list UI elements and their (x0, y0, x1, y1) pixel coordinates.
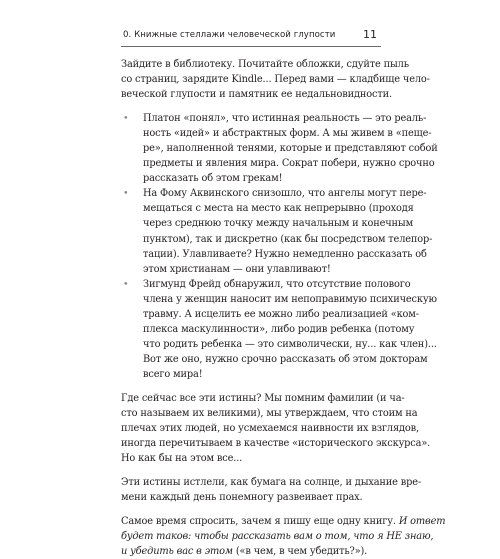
text-line: Но как бы на этом все... (121, 453, 243, 465)
text-line: веческой глупости и памятник ее недальновидности. (121, 89, 392, 101)
running-header (121, 29, 381, 47)
text-line: пунктом), так и дискретно (как бы посредством телепор- (143, 233, 433, 245)
text-run: Самое время спросить, зачем я пишу еще одну книгу. (121, 516, 399, 528)
text-line: ность «идей» и абстрактных форм. А мы живем в «пеще- (143, 128, 432, 140)
text-line (121, 529, 434, 544)
text-line: что родить ребенка — это символически, ну... как член)... (143, 338, 437, 350)
page-number: 11 (363, 28, 377, 41)
text-line: травму. А исцелить ее можно либо реализацией «ком- (143, 308, 419, 320)
bullet-icon: • (123, 278, 129, 290)
chapter-title: 0. Книжные стеллажи человеческой глупости (123, 30, 336, 40)
text-line (121, 544, 383, 559)
text-line: Платон «понял», что истинная реальность — это реаль- (143, 113, 427, 125)
list-item (121, 186, 433, 276)
paragraph (121, 514, 446, 559)
bullet-list (121, 111, 438, 382)
text-line: На Фому Аквинского снизошло, что ангелы могут пере- (143, 188, 427, 200)
paragraph (121, 391, 431, 466)
list-item (121, 277, 437, 382)
intro-paragraph (121, 57, 430, 102)
text-line: предметы и явления мира. Сократ побери, нужно срочно (143, 158, 435, 170)
bullet-icon: • (123, 113, 129, 125)
text-line: плекса маскулинности», либо родив ребенка (потому (143, 323, 415, 335)
italic-run: будет таков: чтобы рассказать вам о том, что я НЕ знаю, (121, 531, 434, 543)
text-line: члена у женщин наносит им непоправимую психическую (143, 293, 437, 305)
text-run: («в чем, в чем убедить?»). (232, 546, 368, 558)
italic-run: И ответ (398, 516, 446, 528)
text-line: рассказать об этом грекам! (143, 173, 283, 185)
text-line (121, 514, 446, 529)
text-line: Зигмунд Фрейд обнаружил, что отсутствие полового (143, 278, 411, 290)
text-line: со страниц, зарядите Kindle... Перед вами — кладбище чело- (121, 74, 430, 86)
text-line: Зайдите в библиотеку. Почитайте обложки, сдуйте пыль (121, 59, 409, 70)
text-line: мени каждый день понемногу развеивает прах. (121, 492, 363, 504)
text-line: плечах этих людей, но усмехаемся наивности их взглядов, (121, 423, 419, 435)
text-line: тации). Улавливаете? Нужно немедленно рассказать об (143, 248, 427, 260)
bullet-icon: • (123, 188, 129, 200)
page-body (121, 57, 446, 559)
text-line: этом христианам — они улавливают! (143, 263, 331, 275)
text-line: иногда перечитываем в качестве «исторического экскурса». (121, 438, 431, 450)
text-line: через среднюю точку между начальным и конечным (143, 218, 414, 230)
text-line: Вот же оно, нужно срочно рассказать об этом докторам (143, 353, 428, 365)
text-line: всего мира! (143, 368, 203, 380)
text-line: Эти истины истлели, как бумага на солнце, и дыхание вре- (121, 477, 422, 489)
list-item (121, 111, 438, 186)
text-line: Где сейчас все эти истины? Мы помним фамилии (и ча- (121, 392, 405, 404)
text-line: ре», наполненной тенями, которые и представляют собой (143, 143, 438, 155)
text-line: мещаться с места на место как непрерывно (проходя (143, 203, 414, 215)
italic-run: и убедить вас в этом (121, 546, 233, 558)
paragraph (121, 475, 422, 505)
text-line: сто называем их великими), мы утверждаем, что стоим на (121, 408, 418, 420)
